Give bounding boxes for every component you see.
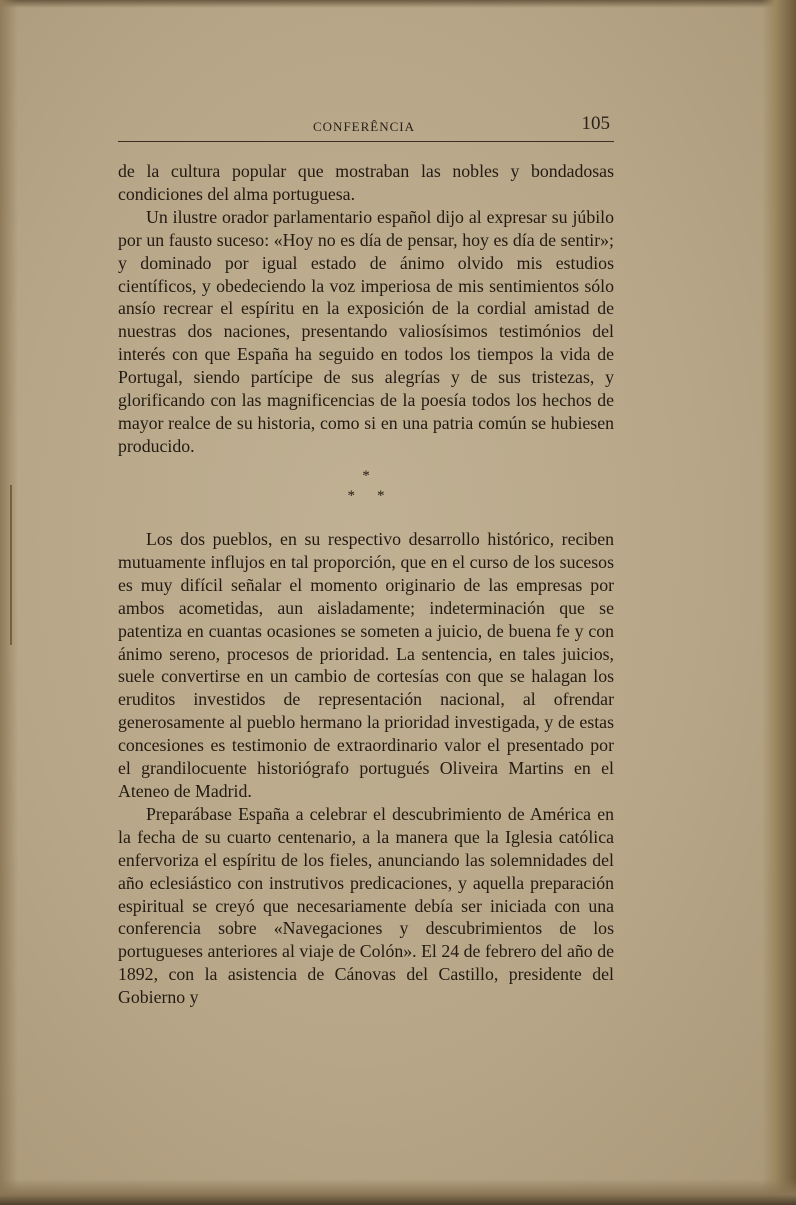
separator-star-top: * <box>362 468 370 484</box>
page-number: 105 <box>581 113 610 134</box>
section-separator <box>118 466 614 506</box>
paragraph: Los dos pueblos, en su respectivo desarrollo histórico, reciben mutuamente influjos en tal proporción, que en el curso de los sucesos es muy difícil señalar el momento originario de las empresas por ambos acometidas, aun aisladamente; indeterminación que se patentiza en cuantas ocasiones se someten a juicio, de buena fe y con ánimo sereno, procesos de prioridad. La sentencia, en tales juicios, suele convertirse en un cambio de cortesías con que se halagan los eruditos investidos de representación nacional, al ofrendar generosamente al pueblo hermano la prioridad investigada, y de estas concesiones es testimonio de extraordinario valor el presentado por el grandilocuente historiógrafo portugués Oliveira Martins en el Ateneo de Madrid. <box>118 529 614 801</box>
page-left-edge <box>0 0 18 1205</box>
paragraph: Preparábase España a celebrar el descubrimiento de América en la fecha de su cuarto centenario, a la manera que la Iglesia católica enfervoriza el espíritu de los fieles, anunciando las solemnidades del año eclesiástico con instrutivos predicaciones, y aquella preparación espiritual se creyó que necesariamente debía ser iniciada con una conferencia sobre «Navegaciones y descubrimientos de los portugueses anteriores al viaje de Colón». El 24 de febrero del año de 1892, con la asistencia de Cánovas del Castillo, presidente del Gobierno y <box>118 803 614 1008</box>
page-top-edge <box>0 0 796 8</box>
page-bottom-edge <box>0 1179 796 1205</box>
paragraph: Un ilustre orador parlamentario español dijo al expresar su júbilo por un fausto suceso: «Hoy no es día de pensar, hoy es día de sentir»; y dominado por igual estado de ánimo olvido mis estudios científicos, y obedeciendo la voz imperiosa de mis sentimientos sólo ansío recrear el espíritu en la exposición de la cordial amistad de nuestras dos naciones, presentando valiosísimos testimónios del interés con que España ha seguido en todos los tiempos la vida de Portugal, siendo partícipe de sus alegrías y de sus tristezas, y glorificando con las magnificencias de la poesía todos los hechos de mayor realce de su historia, como si en una patria común se hubiesen producido. <box>118 206 614 456</box>
running-title: CONFERÊNCIA <box>313 119 416 134</box>
running-header <box>118 113 614 142</box>
text-block-top <box>118 160 614 458</box>
page-crease-mark <box>10 485 12 645</box>
separator-star-row <box>118 486 614 506</box>
page-right-edge <box>762 0 796 1205</box>
separator-star-right: * <box>377 488 385 504</box>
text-block-bottom <box>118 528 614 1009</box>
separator-star-left: * <box>347 488 355 504</box>
paragraph: de la cultura popular que mostraban las nobles y bondadosas condiciones del alma portuguesa. <box>118 161 614 204</box>
